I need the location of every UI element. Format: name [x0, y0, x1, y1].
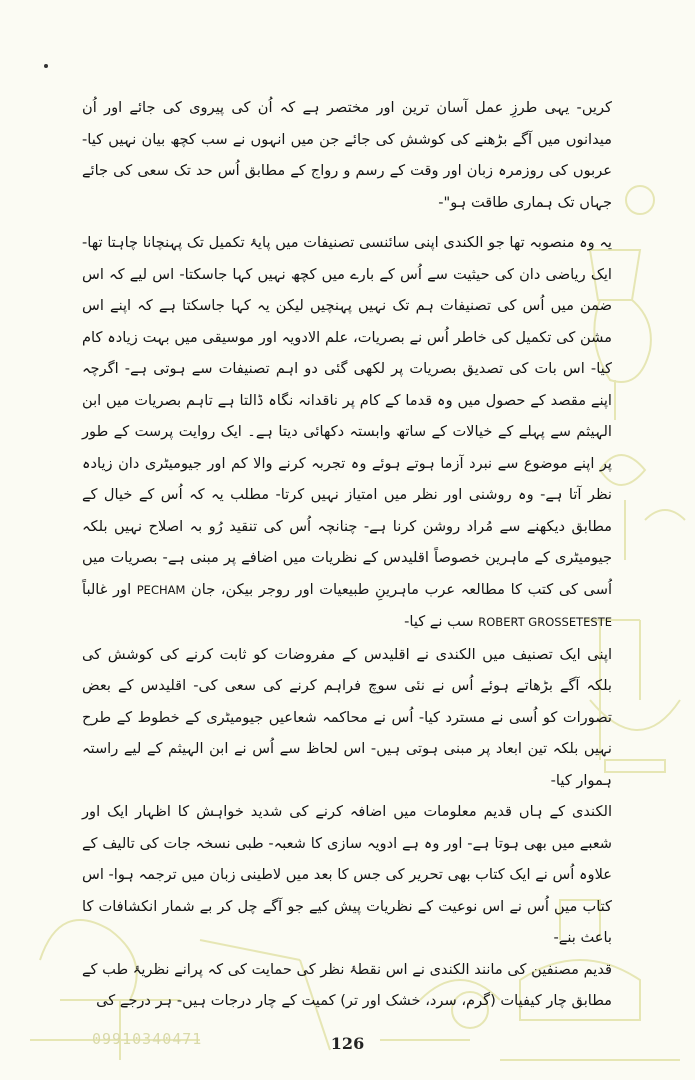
paragraph: اپنی ایک تصنیف میں الکندی نے اقلیدس کے مفروضات کو ثابت کرنے کی کوشش کی بلکہ آگے بڑھاتے ہوئے اُس نے نئی سوچ فراہم کرنے کی سعی کی- اقلیدس کے بعض تصورات کو اُسی نے مسترد کیا- اُس نے محاکمہ شعاعیں جیومیٹری کے خطوط کے طرح نہیں بلکہ تین ابعاد پر مبنی ہوتی ہیں- اس لحاظ سے اُس نے ابن الہیثم کے لیے راستہ ہموار کیا-: [82, 645, 612, 789]
latin-name-pecham: PECHAM: [136, 582, 186, 597]
faint-stamp-number: 09910340471: [92, 1030, 203, 1048]
paragraph: [82, 227, 612, 639]
paragraph: قدیم مصنفین کی مانند الکندی نے اس نقطۂ نظر کی حمایت کی کہ پرانے نظریۂ طب کے مطابق چار کیفیات (گرم، سرد، خشک اور تر) کمیت کے چار درجات ہیں- ہر درجے کی: [82, 960, 612, 1009]
page-number: 126: [330, 1034, 365, 1053]
paragraph: کریں- یہی طرزِ عمل آسان ترین اور مختصر ہے کہ اُن کی پیروی کی جائے اور اُن میدانوں میں آگے بڑھنے کی کوشش کی جائے جن میں انہوں نے سب کچھ بیان نہیں کیا- عربوں کی روزمرہ زبان اور وقت کے رسم و رواج کے مطابق اُس حد تک سعی کی جائے جہاں تک ہماری طاقت ہو"-: [82, 99, 612, 211]
latin-name-grosseteste: ROBERT GROSSETESTE: [478, 615, 612, 629]
paragraph-text: یہ وہ منصوبہ تھا جو الکندی اپنی سائنسی تصنیفات میں پایۂ تکمیل تک پہنچانا چاہتا تھا- ایک ریاضی دان کی حیثیت سے اُس کے بارے میں کچھ نہیں کہا جاسکتا- اس لیے کہ اس ضمن میں اُس کی تصنیفات ہم تک نہیں پہنچیں لیکن یہ کہا جاسکتا ہے کہ اپنے اس مشن کی تکمیل کی خاطر اُس نے بصریات، علم الادویہ اور موسیقی میں بہت زیادہ کام کیا- اس بات کی تصدیق بصریات پر لکھی گئی دو اہم تصنیفات سے ہوتی ہے- اگرچہ اپنے مقصد کے حصول میں وہ قدما کے کام پر ناقدانہ نگاہ ڈالتا ہے تاہم بصریات میں ابن الہیثم سے پہلے کے خیالات کے ساتھ وابستہ دکھائی دیتا ہے۔ ایک روایت پرست کے طور پر اپنے موضوع سے نبرد آزما ہوتے ہوئے وہ تجربہ کرنے والا کم اور جیومیٹری دان زیادہ نظر آتا ہے- وہ روشنی اور نظر میں امتیاز نہیں کرتا- مطلب یہ کہ اُس کے خیال کے مطابق دیکھنے سے مُراد روشن کرنا ہے- چنانچہ اُس کی تنقید رُو بہ اصلاح نہیں بلکہ جیومیٹری کے ماہرین خصوصاً اقلیدس کے نظریات میں اضافے پر مبنی ہے- بصریات میں اُسی کی کتب کا مطالعہ عرب ماہرینِ طبیعیات اور: [82, 234, 613, 598]
tail-text: سب نے کیا-: [404, 613, 474, 630]
paragraph: الکندی کے ہاں قدیم معلومات میں اضافہ کرنے کی شدید خواہش کا اظہار ایک اور شعبے میں بھی ہوتا ہے- اور وہ ہے ادویہ سازی کا شعبہ- طبی نسخہ جات کی تالیف کے علاوہ اُس نے ایک کتاب بھی تحریر کی جس کا بعد میں لاطینی زبان میں ترجمہ ہوا- اس کتاب میں اُس نے اس نوعیت کے نظریات پیش کیے جو آگے چل کر بے شمار انکشافات کا باعث بنے-: [82, 803, 612, 946]
body-text: [82, 92, 612, 1017]
tail-text: اور غالباً: [82, 580, 132, 598]
tail-text: روجر بیکن، جان: [191, 580, 290, 598]
page-mark: [44, 64, 48, 68]
